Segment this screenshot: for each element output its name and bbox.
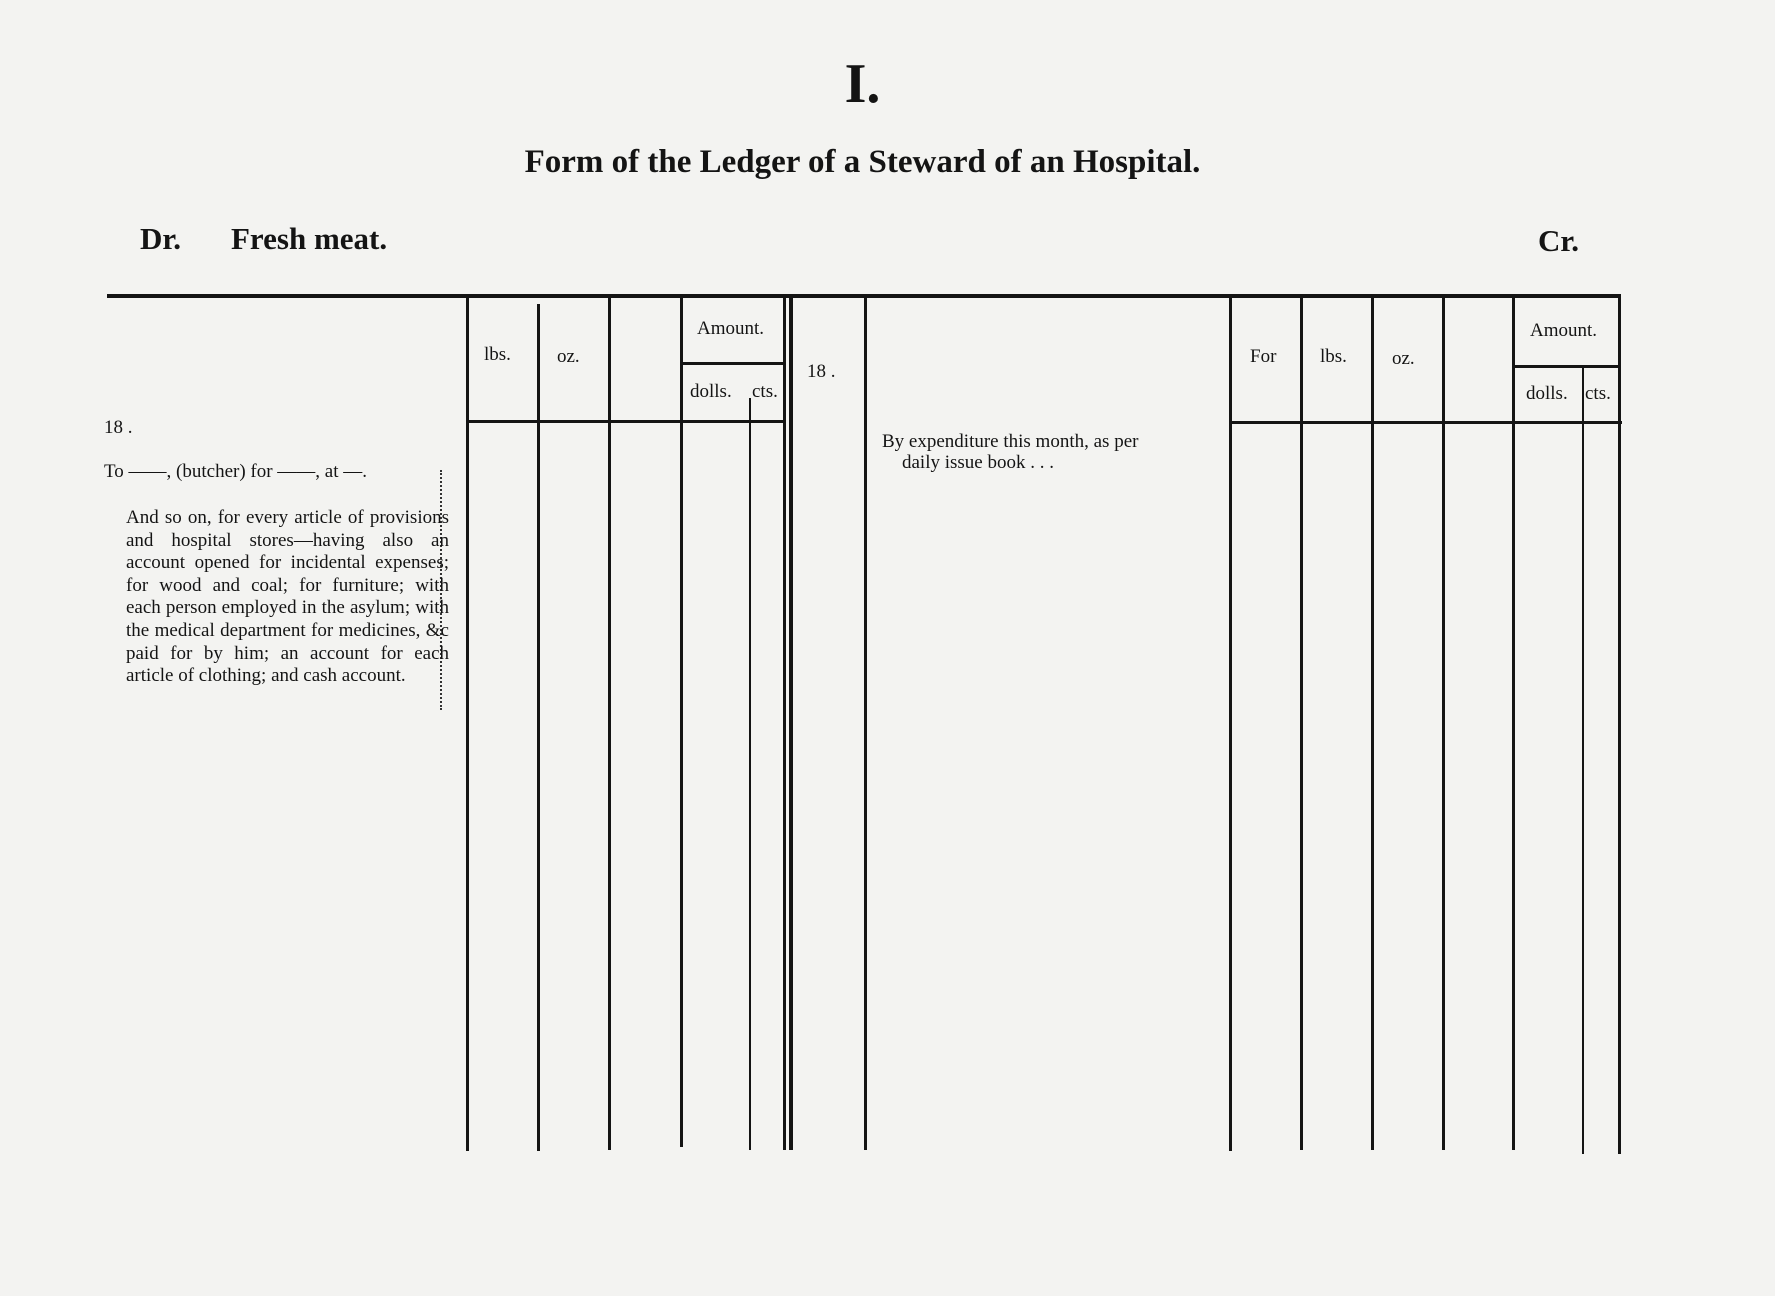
col-rule (1512, 298, 1515, 1150)
debit-amount-header: Amount. (697, 318, 765, 339)
credit-amount-header: Amount. (1530, 320, 1598, 341)
debit-amount-rule (683, 362, 783, 365)
credit-entry (882, 431, 1222, 473)
credit-label: Cr. (1538, 223, 1580, 258)
col-rule (537, 304, 540, 1151)
debit-year: 18 . (104, 417, 133, 438)
credit-header-rule (1232, 421, 1622, 424)
debit-cts-header: cts. (752, 381, 778, 402)
col-rule (749, 398, 751, 1150)
form-title: Form of the Ledger of a Steward of an Hospital. (524, 144, 1201, 180)
col-rule (1300, 298, 1303, 1150)
col-rule (466, 297, 469, 1151)
debit-dolls-header: dolls. (690, 381, 732, 402)
col-rule (608, 298, 611, 1150)
debit-entry-line: To ——, (butcher) for ——, at —. (104, 461, 368, 482)
form-number: I. (844, 53, 881, 115)
col-rule (1618, 298, 1621, 1154)
credit-entry-line-2: daily issue book . . . (902, 452, 1054, 473)
debit-header-rule (469, 420, 783, 423)
debit-label: Dr. (140, 221, 182, 256)
col-rule (1229, 298, 1232, 1151)
col-rule (864, 298, 867, 1150)
col-rule (1442, 298, 1445, 1150)
credit-oz-header: oz. (1392, 348, 1415, 369)
middle-double-rule (789, 298, 793, 1150)
col-rule (1371, 298, 1374, 1150)
credit-year: 18 . (807, 361, 836, 382)
col-rule (783, 298, 786, 1150)
credit-entry-line-1: By expenditure this month, as per (882, 431, 1139, 452)
account-name: Fresh meat. (231, 221, 388, 256)
debit-oz-header: oz. (557, 346, 580, 367)
credit-amount-rule (1515, 365, 1621, 368)
debit-note-paragraph (104, 507, 449, 688)
col-rule (1582, 368, 1584, 1154)
note-text: And so on, for every article of provisions and hospital stores—having also an account opened for incidental expenses; for wood and coal; for furniture; with each person employed in the asylum; with the medical department for medicines, &c paid for by him; an account for each article of clothing; and cash account. (126, 507, 449, 687)
debit-lbs-header: lbs. (484, 344, 511, 365)
col-rule (680, 298, 683, 1147)
credit-for-header: For (1250, 346, 1277, 367)
credit-dolls-header: dolls. (1526, 383, 1568, 404)
credit-lbs-header: lbs. (1320, 346, 1347, 367)
credit-cts-header: cts. (1585, 383, 1611, 404)
